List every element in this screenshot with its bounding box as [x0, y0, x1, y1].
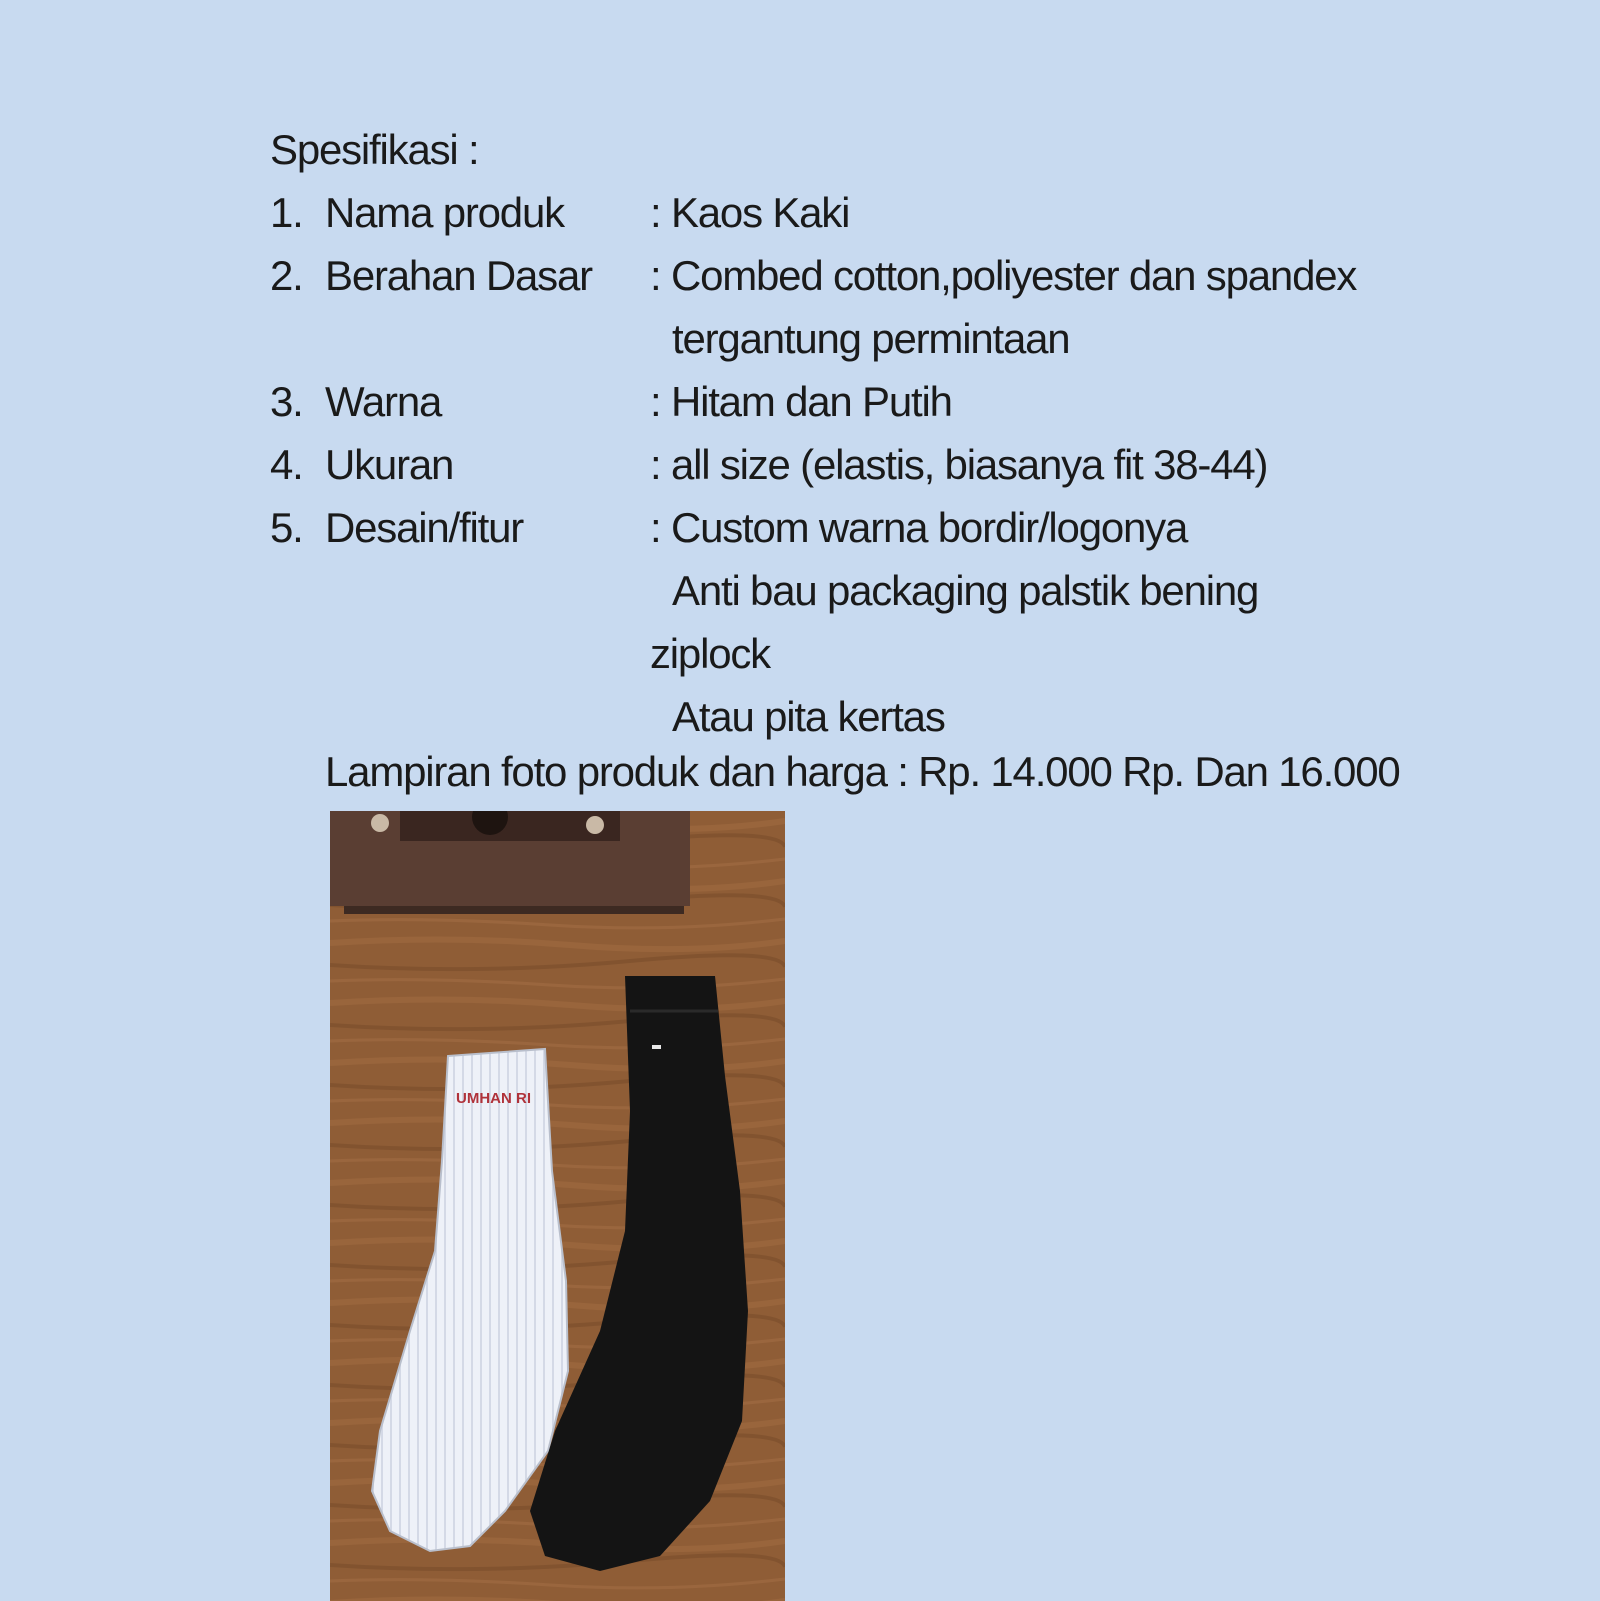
- box-object: [330, 811, 690, 914]
- spec-row-size: [270, 433, 1356, 496]
- spec-row-base-material: [270, 244, 1356, 370]
- spec-value-line: : all size (elastis, biasanya fit 38-44): [650, 441, 1268, 488]
- spec-number: 5.: [270, 504, 303, 551]
- spec-value: [650, 433, 1268, 496]
- sock-logo-text: UMHAN RI: [456, 1090, 531, 1107]
- spec-value-line: Atau pita kertas: [672, 693, 945, 740]
- spec-number: 2.: [270, 252, 303, 299]
- spec-row-product-name: [270, 181, 1356, 244]
- spec-value-line: : Hitam dan Putih: [650, 378, 952, 425]
- spec-value-line: Anti bau packaging palstik bening: [672, 567, 1259, 614]
- spec-label: Ukuran: [325, 441, 454, 488]
- spec-label: Nama produk: [325, 189, 564, 236]
- spec-value: [650, 496, 1259, 748]
- spec-row-color: [270, 370, 1356, 433]
- spec-value: [650, 244, 1357, 370]
- spec-label: Berahan Dasar: [325, 252, 592, 299]
- spec-value-line: : Combed cotton,poliyester dan spandex: [650, 252, 1357, 299]
- spec-value-line: ziplock: [650, 630, 770, 677]
- spec-title: Spesifikasi :: [270, 126, 479, 173]
- spec-number: 4.: [270, 441, 303, 488]
- spec-number: 3.: [270, 378, 303, 425]
- socks-image: [330, 811, 785, 1601]
- price-line: Lampiran foto produk dan harga : Rp. 14.000 Rp. Dan 16.000: [325, 748, 1400, 795]
- spec-value: [650, 370, 952, 433]
- spec-value-line: : Custom warna bordir/logonya: [650, 504, 1188, 551]
- product-photo: [330, 811, 785, 1601]
- specification-block: [270, 118, 1356, 748]
- spec-number: 1.: [270, 189, 303, 236]
- spec-label: Desain/fitur: [325, 504, 524, 551]
- spec-value: [650, 181, 850, 244]
- spec-value-line: tergantung permintaan: [672, 315, 1070, 362]
- spec-value-line: : Kaos Kaki: [650, 189, 850, 236]
- spec-row-design: [270, 496, 1356, 748]
- spec-label: Warna: [325, 378, 442, 425]
